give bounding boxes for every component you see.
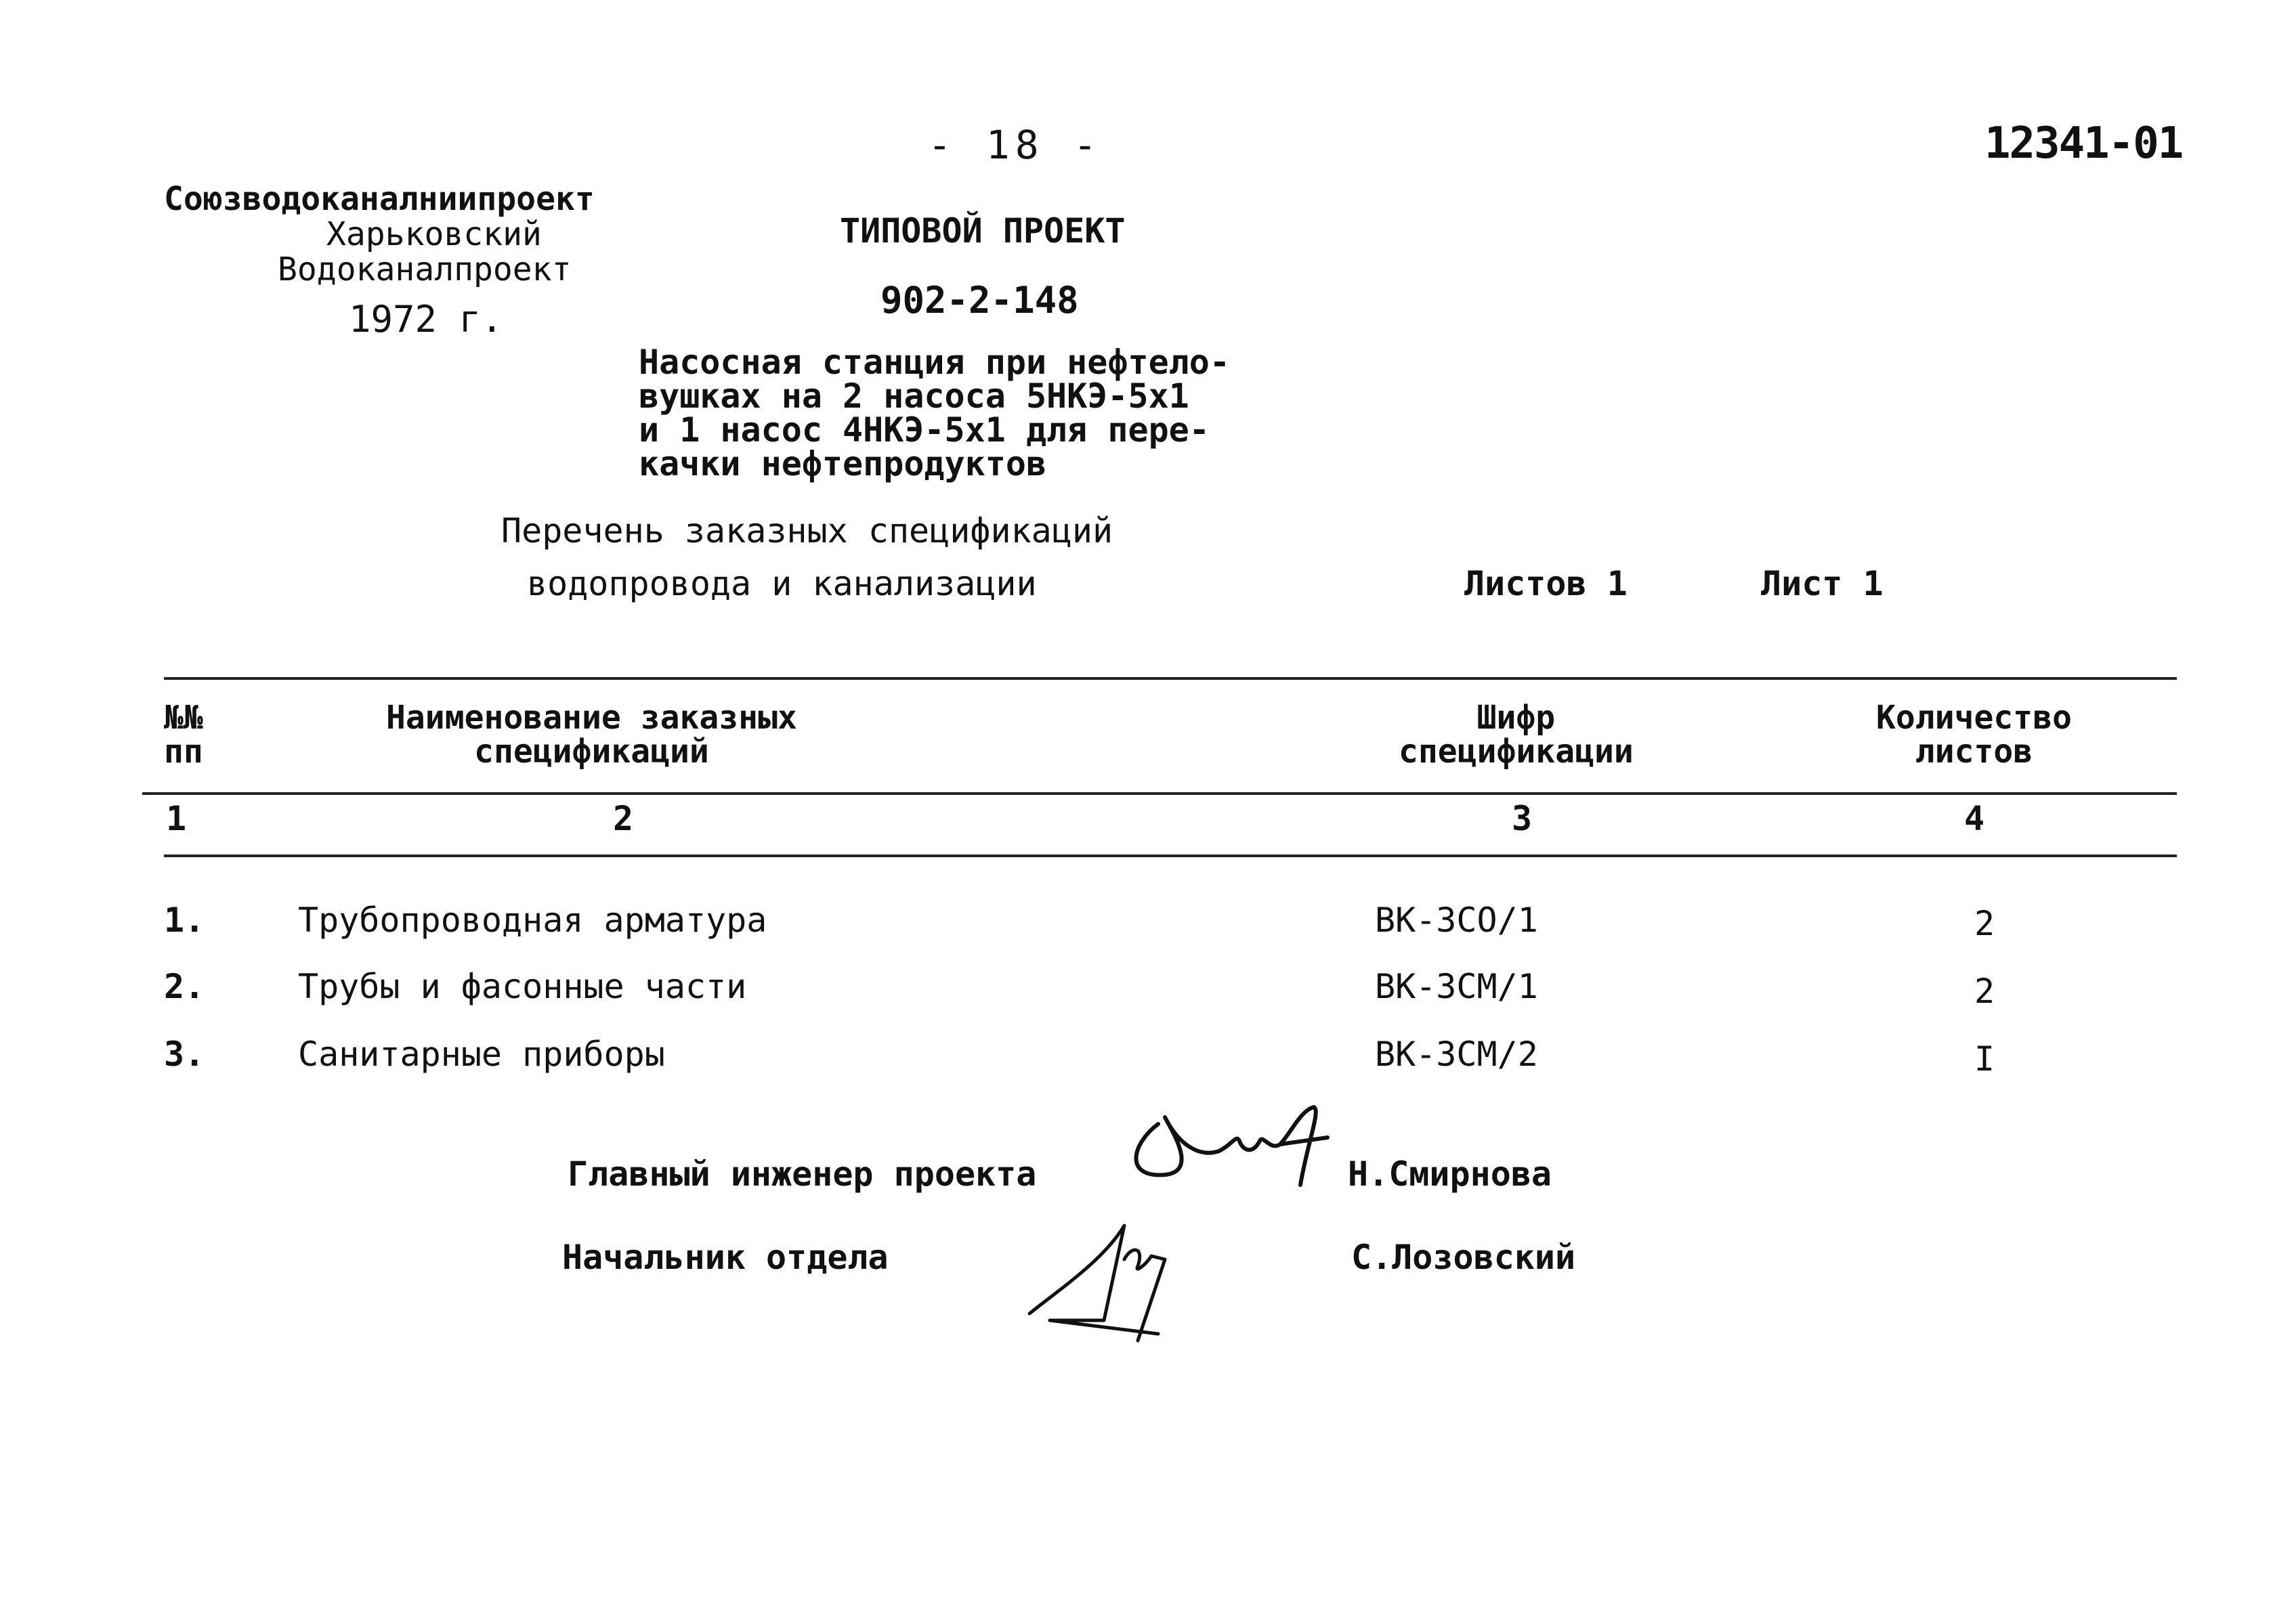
department-head-name: С.Лозовский <box>1351 1238 1576 1277</box>
row-2-quantity: 2 <box>1974 972 1995 1011</box>
row-2-number: 2. <box>164 967 205 1006</box>
page-number: - 18 - <box>928 122 1103 168</box>
department-head-signature <box>1023 1219 1192 1347</box>
organization-line-2: Харьковский <box>326 215 542 253</box>
row-3-number: 3. <box>164 1035 205 1074</box>
column-number-4: 4 <box>1964 799 1985 838</box>
list-title-line-1: Перечень заказных спецификаций <box>501 511 1113 550</box>
project-title: ТИПОВОЙ ПРОЕКТ <box>840 211 1126 251</box>
table-top-rule <box>164 677 2177 680</box>
year: 1972 г. <box>349 298 503 341</box>
row-3-code: ВК-3СМ/2 <box>1375 1035 1538 1074</box>
department-head-label: Начальник отдела <box>562 1238 889 1277</box>
header-quantity: Количество листов <box>1876 699 2072 771</box>
list-title-line-2: водопровода и канализации <box>527 564 1037 603</box>
row-2-code: ВК-3СМ/1 <box>1375 967 1538 1006</box>
row-3-name: Санитарные приборы <box>298 1035 665 1074</box>
project-number: 902-2-148 <box>880 279 1079 322</box>
chief-engineer-signature <box>1118 1104 1341 1192</box>
row-1-number: 1. <box>164 901 205 940</box>
organization-line-1: Союзводоканалниипроект <box>164 180 595 218</box>
header-name: Наименование заказных спецификаций <box>386 699 797 771</box>
header-rule <box>142 792 2177 795</box>
organization-line-3: Водоканалпроект <box>278 251 572 288</box>
project-description: Насосная станция при нефтело- вушках на 2 насоса 5НКЭ-5х1 и 1 насос 4НКЭ-5х1 для пере- качки нефтепродуктов <box>639 343 1230 483</box>
sheet-current: Лист 1 <box>1761 564 1884 603</box>
header-number: №№ пп <box>164 699 203 771</box>
row-1-name: Трубопроводная арматура <box>298 901 767 940</box>
chief-engineer-name: Н.Смирнова <box>1348 1154 1552 1194</box>
column-number-2: 2 <box>613 799 634 838</box>
row-2-name: Трубы и фасонные части <box>298 967 747 1006</box>
column-number-1: 1 <box>166 799 187 838</box>
column-number-3: 3 <box>1512 799 1533 838</box>
column-number-rule <box>164 854 2177 857</box>
row-1-quantity: 2 <box>1974 904 1995 943</box>
document-code: 12341-01 <box>1984 118 2183 169</box>
chief-engineer-label: Главный инженер проекта <box>568 1154 1037 1194</box>
row-3-quantity: I <box>1974 1039 1995 1079</box>
row-1-code: ВК-3СО/1 <box>1375 901 1538 940</box>
sheets-total: Листов 1 <box>1464 564 1628 603</box>
header-code: Шифр спецификации <box>1399 699 1634 771</box>
